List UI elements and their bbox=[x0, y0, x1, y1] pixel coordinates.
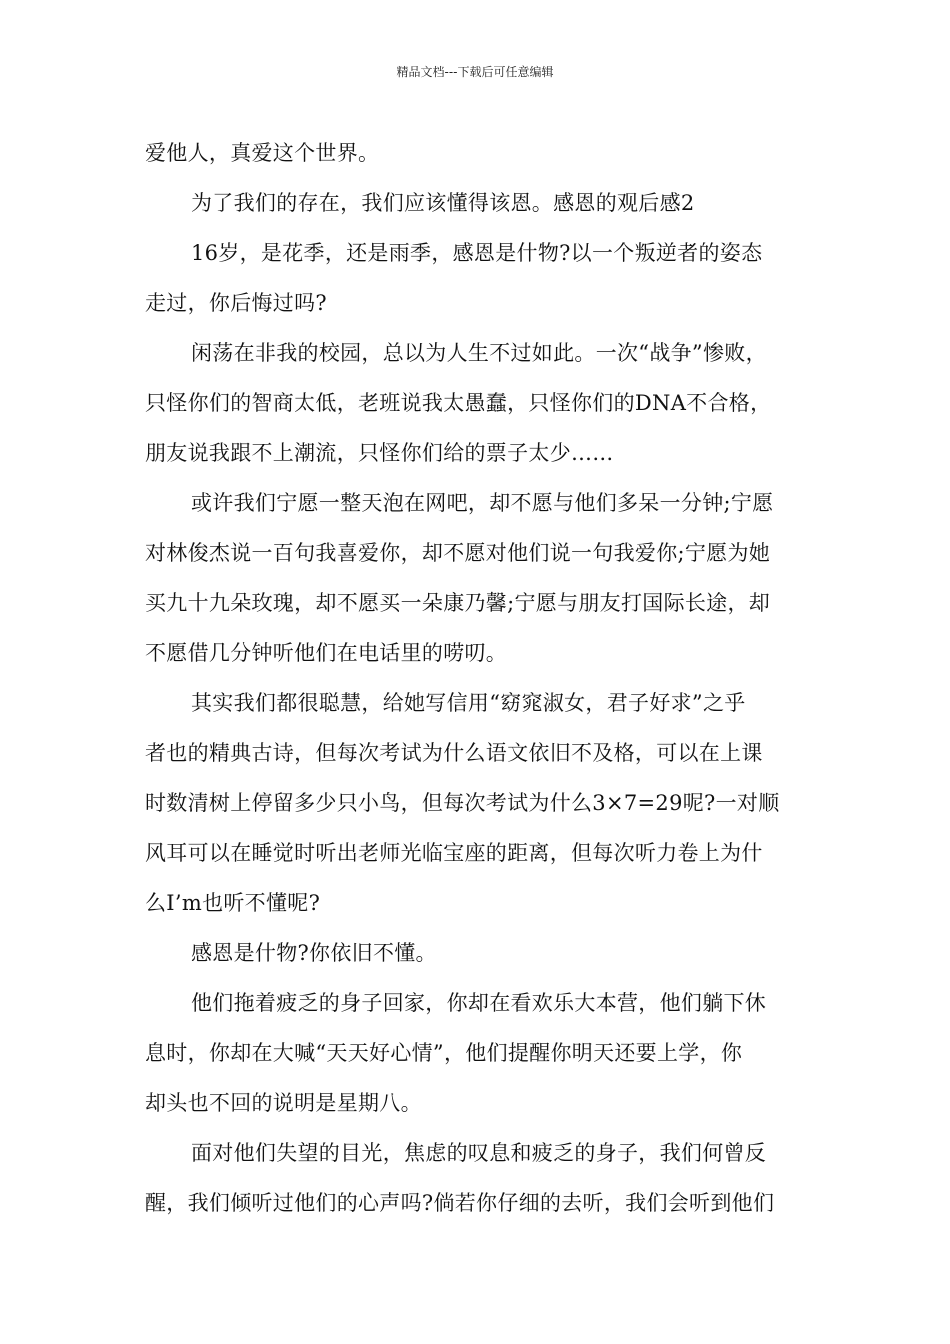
text-line: 息时，你却在大喊“天天好心情”，他们提醒你明天还要上学，你 bbox=[145, 1041, 743, 1065]
text-line: 不愿借几分钟听他们在电话里的唠叨。 bbox=[145, 641, 508, 665]
text-line: 只怪你们的智商太低，老班说我太愚蠢，只怪你们的DNA不合格， bbox=[145, 391, 772, 415]
text-line: 为了我们的存在，我们应该懂得该恩。感恩的观后感2 bbox=[191, 191, 695, 215]
text-line: 16岁，是花季，还是雨季，感恩是什物?以一个叛逆者的姿态 bbox=[191, 241, 763, 265]
text-line: 风耳可以在睡觉时听出老师光临宝座的距离，但每次听力卷上为什 bbox=[145, 841, 763, 865]
page-header: 精品文档---下载后可任意编辑 bbox=[396, 65, 554, 79]
text-line: 或许我们宁愿一整天泡在网吧，却不愿与他们多呆一分钟;宁愿 bbox=[191, 491, 774, 515]
text-line: 爱他人，真爱这个世界。 bbox=[145, 141, 380, 165]
text-line: 时数清树上停留多少只小鸟，但每次考试为什么3×7=29呢?一对顺 bbox=[145, 791, 780, 815]
text-line: 却头也不回的说明是星期八。 bbox=[145, 1091, 422, 1115]
text-line: 其实我们都很聪慧，给她写信用“窈窕淑女，君子好求”之乎 bbox=[191, 691, 746, 715]
text-line: 醒，我们倾听过他们的心声吗?倘若你仔细的去听，我们会听到他们 bbox=[145, 1191, 775, 1215]
text-line: 感恩是什物?你依旧不懂。 bbox=[191, 941, 437, 965]
text-line: 者也的精典古诗，但每次考试为什么语文依旧不及格，可以在上课 bbox=[145, 741, 763, 765]
text-line: 么I’m也听不懂呢? bbox=[145, 891, 321, 915]
text-line: 走过，你后悔过吗? bbox=[145, 291, 327, 315]
text-line: 面对他们失望的目光，焦虑的叹息和疲乏的身子，我们何曾反 bbox=[191, 1141, 767, 1165]
text-line: 对林俊杰说一百句我喜爱你，却不愿对他们说一句我爱你;宁愿为她 bbox=[145, 541, 771, 565]
document-body bbox=[145, 128, 817, 1228]
text-line: 买九十九朵玫瑰，却不愿买一朵康乃馨;宁愿与朋友打国际长途，却 bbox=[145, 591, 771, 615]
text-line: 闲荡在非我的校园，总以为人生不过如此。一次“战争”惨败， bbox=[191, 341, 767, 365]
text-line: 他们拖着疲乏的身子回家，你却在看欢乐大本营，他们躺下休 bbox=[191, 991, 767, 1015]
text-line: 朋友说我跟不上潮流，只怪你们给的票子太少…… bbox=[145, 441, 614, 465]
